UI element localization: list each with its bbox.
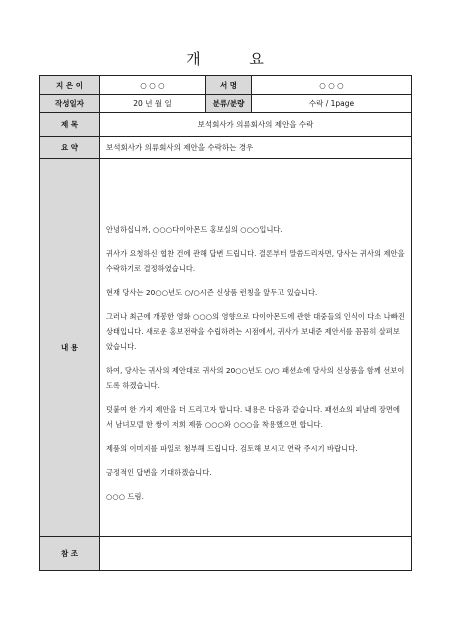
author-value: ○ ○ ○: [100, 76, 206, 95]
content-paragraph: 하여, 당사는 귀사의 제안대로 귀사의 20○○년도 ○/○ 패션쇼에 당사의 신상품을 함께 선보이도록 하겠습니다.: [106, 366, 405, 390]
summary-label: 요 약: [40, 137, 100, 159]
subject-label: 제 목: [40, 113, 100, 137]
date-label: 작성일자: [40, 95, 100, 113]
summary-form-table: [39, 75, 412, 571]
author-label: 지 은 이: [40, 76, 100, 95]
category-label: 분류/분량: [206, 95, 252, 113]
content-paragraph: 제품의 이미지를 파일로 첨부해 드립니다. 검토해 보시고 연락 주시기 바랍니다.: [106, 444, 358, 453]
signature-label: 서 명: [206, 76, 252, 95]
content-label: 내 용: [40, 159, 100, 537]
reference-value: [100, 537, 412, 571]
summary-row: [40, 137, 412, 159]
content-row: [40, 159, 412, 537]
content-paragraph: 귀사가 요청하신 협찬 건에 관해 답변 드립니다. 결론부터 말씀드리자면, 당사는 귀사의 제안을 수락하기로 결정하였습니다.: [106, 249, 405, 273]
content-paragraph: 안녕하십니까, ○○○다이아몬드 홍보실의 ○○○입니다.: [106, 225, 283, 234]
content-body: [100, 159, 412, 537]
subject-value: 보석회사가 의류회사의 제안을 수락: [100, 113, 412, 137]
date-value: 20 년 월 일: [100, 95, 206, 113]
subject-row: [40, 113, 412, 137]
author-row: [40, 76, 412, 95]
signature-value: ○ ○ ○: [252, 76, 412, 95]
category-value: 수락 / 1page: [252, 95, 412, 113]
reference-row: [40, 537, 412, 571]
content-paragraph: 현재 당사는 20○○년도 ○/○시즌 신상품 런칭을 앞두고 있습니다.: [106, 288, 318, 297]
document-title: 개 요: [186, 50, 286, 68]
content-paragraph: ○○○ 드림.: [106, 492, 144, 501]
reference-label: 참 조: [40, 537, 100, 571]
summary-value: 보석회사가 의류회사의 제안을 수락하는 경우: [100, 137, 412, 159]
content-paragraph: 긍정적인 답변을 기대하겠습니다.: [106, 468, 212, 477]
content-paragraph: 덧붙여 한 가지 제안을 더 드리고자 합니다. 내용은 다음과 같습니다. 패션쇼의 피날레 장면에서 남녀모델 한 쌍이 저희 제품 ○○○와 ○○○을 착용했으면 합니다.: [106, 405, 400, 429]
content-paragraph: 그러나 최근에 개봉한 영화 ○○○의 영향으로 다이아몬드에 관한 대중들의 인식이 다소 나빠진 상태입니다. 새로운 홍보전략을 수립하려는 시점에서, 귀사가 보내준 제안서를 꼼꼼히 살펴보았습니다.: [106, 312, 405, 351]
date-row: [40, 95, 412, 113]
